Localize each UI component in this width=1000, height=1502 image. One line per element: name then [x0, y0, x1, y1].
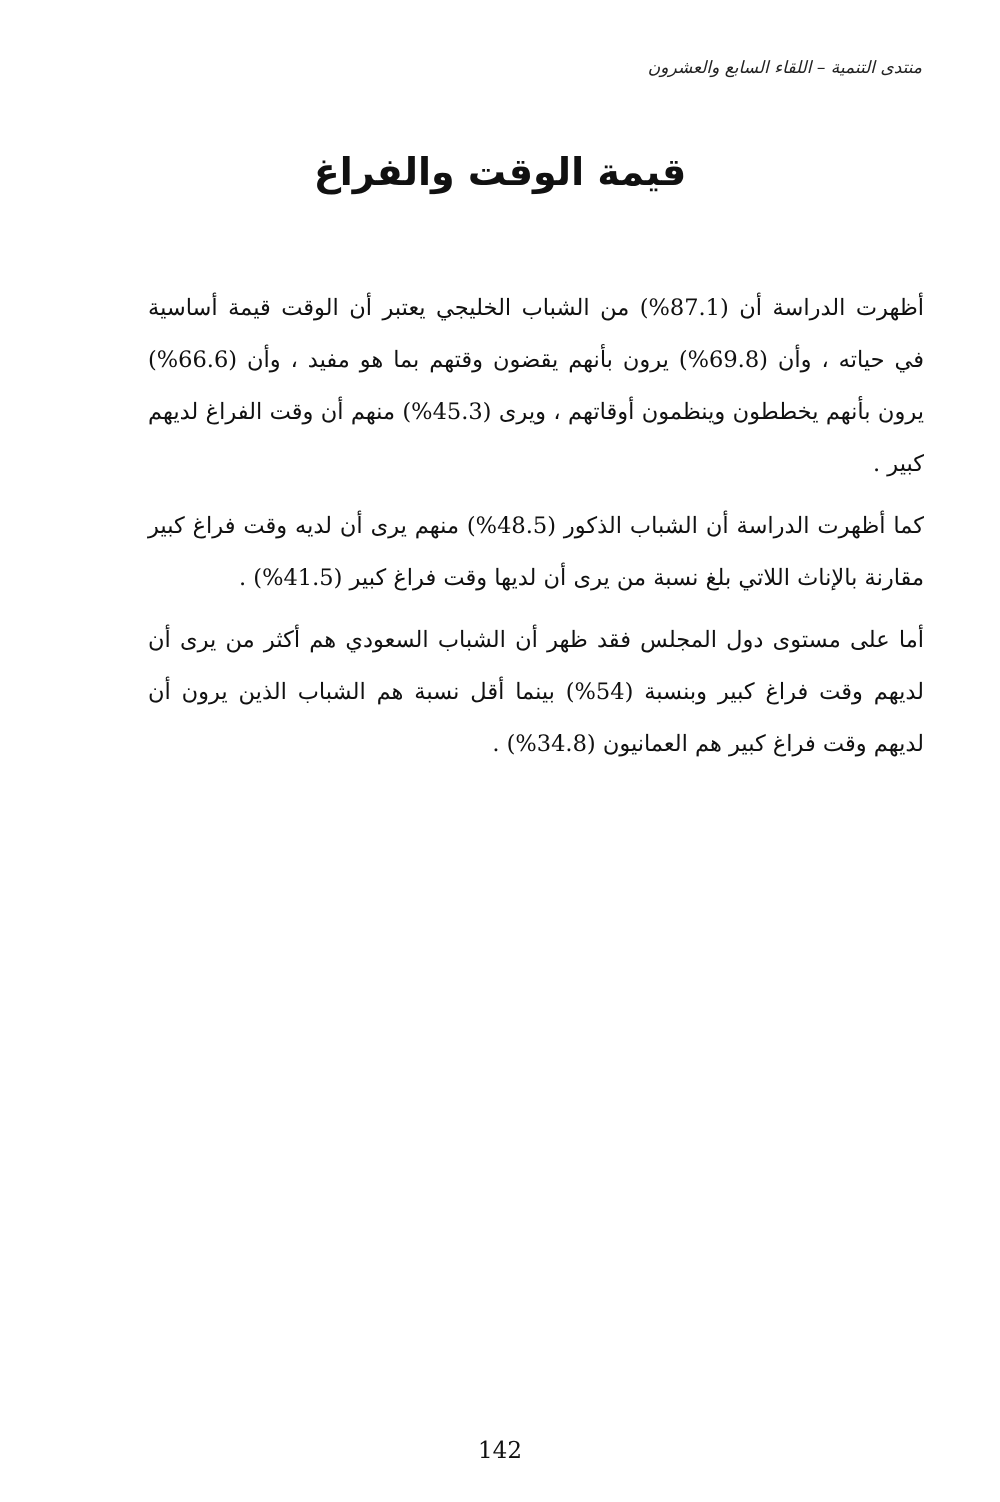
paragraph-2: كما أظهرت الدراسة أن الشباب الذكور (48.5%) منهم يرى أن لديه وقت فراغ كبير مقارنة بالإناث اللاتي بلغ نسبة من يرى أن لديها وقت فراغ كبير (41.5%) . [148, 513, 924, 591]
page-number: 142 [478, 1438, 522, 1464]
paragraph-1: أظهرت الدراسة أن (87.1%) من الشباب الخليجي يعتبر أن الوقت قيمة أساسية في حياته ، وأن (69.8%) يرون بأنهم يقضون وقتهم بما هو مفيد ، وأن (66.6%) يرون بأنهم يخططون وينظمون أوقاتهم ، ويرى (45.3%) منهم أن وقت الفراغ لديهم كبير . [148, 295, 924, 477]
page-title: قيمة الوقت والفراغ [313, 150, 687, 194]
running-header: منتدى التنمية – اللقاء السابع والعشرون [647, 58, 922, 78]
paragraph-3: أما على مستوى دول المجلس فقد ظهر أن الشباب السعودي هم أكثر من يرى أن لديهم وقت فراغ كبير وبنسبة (54%) بينما أقل نسبة هم الشباب الذين يرون أن لديهم وقت فراغ كبير هم العمانيون (34.8%) . [148, 627, 924, 757]
body-text [148, 282, 924, 780]
